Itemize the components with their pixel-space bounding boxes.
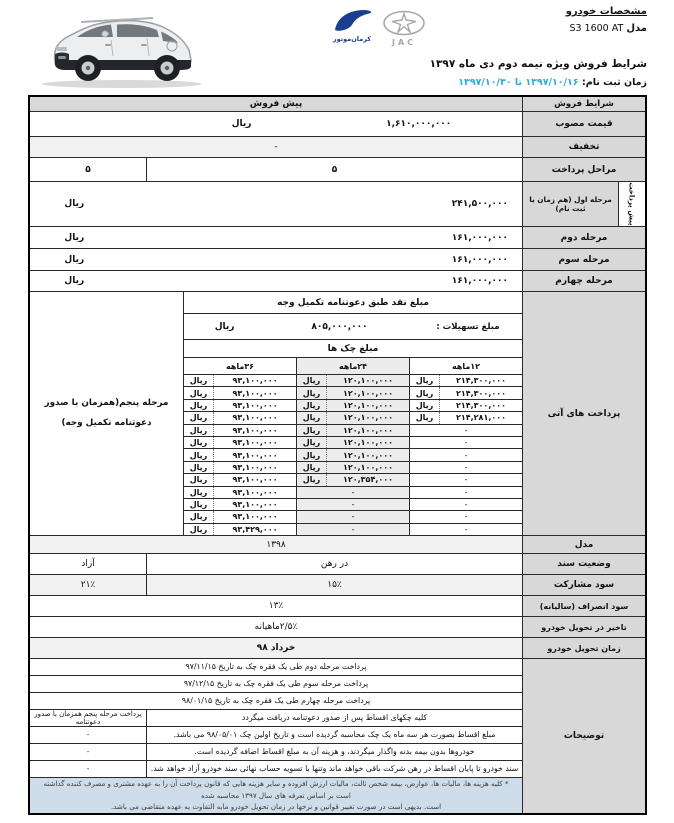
note-row xyxy=(30,692,522,709)
stage3-label: مرحله سوم xyxy=(523,249,645,270)
check-cell-m12: - xyxy=(464,512,468,522)
row-delivery-time xyxy=(30,637,645,658)
notes-rows xyxy=(30,659,522,777)
check-cell-m12 xyxy=(410,387,522,398)
cancellation-profit-value: ۱۳٪ xyxy=(30,596,523,616)
check-cell-m24 xyxy=(297,449,410,460)
kerman-wordmark: کرمان‌موتور xyxy=(332,35,372,43)
discount-label: تخفیف xyxy=(523,137,645,157)
stage-count-label: مراحل پرداخت xyxy=(523,158,645,181)
check-rial: ریال xyxy=(297,462,327,473)
stage3-rial: ریال xyxy=(64,254,85,265)
check-cell-m24: - xyxy=(297,511,410,522)
document-status-main: در رهن xyxy=(147,554,523,574)
facility-rial: ریال xyxy=(214,321,235,332)
check-cell-m12: - xyxy=(464,425,468,435)
check-row xyxy=(184,448,522,460)
check-cell-m36 xyxy=(184,425,297,436)
check-cell-m24: - xyxy=(297,524,410,535)
stage4-rial: ریال xyxy=(64,276,85,286)
row-cancellation-profit xyxy=(30,595,645,616)
model-value: S3 1600 AT xyxy=(569,23,624,34)
check-cell-m24 xyxy=(297,462,410,473)
check-rial: ریال xyxy=(184,499,214,510)
check-cell-m36 xyxy=(184,462,297,473)
check-row xyxy=(184,436,522,448)
check-amount: ۹۳,۱۰۰,۰۰۰ xyxy=(232,376,278,386)
check-amount: ۹۳,۴۲۹,۰۰۰ xyxy=(232,524,278,534)
check-cell-m24 xyxy=(297,375,410,386)
col-header-24month: ۲۴ماهه xyxy=(297,358,410,374)
check-cell-m36 xyxy=(184,511,297,522)
participation-profit-label: سود مشارکت xyxy=(523,575,645,595)
check-row xyxy=(184,523,522,535)
check-cell-m36 xyxy=(184,387,297,398)
stage1-label: مرحله اول (هم زمان با ثبت نام) xyxy=(523,182,619,226)
check-cell-m12 xyxy=(410,400,522,411)
row-price xyxy=(30,111,645,136)
stage-count-side: ۵ xyxy=(30,158,147,181)
check-cell-m24 xyxy=(297,474,410,485)
note-row xyxy=(30,659,522,675)
price-rial: ریال xyxy=(231,119,252,129)
check-cell-m12: - xyxy=(464,475,468,485)
model-line xyxy=(566,23,647,34)
check-row xyxy=(184,386,522,398)
checks-column-headers xyxy=(184,357,522,374)
kerman-fin-icon xyxy=(330,8,374,32)
check-cell-m36 xyxy=(184,437,297,448)
row-stage2 xyxy=(30,226,645,248)
register-dates: ۱۳۹۷/۱۰/۱۶ تا ۱۳۹۷/۱۰/۳۰ xyxy=(458,77,579,88)
check-amount: ۹۳,۱۰۰,۰۰۰ xyxy=(232,425,278,435)
cash-invitation-header: مبلغ نقد طبق دعوتنامه تکمیل وجه xyxy=(277,297,429,308)
check-cell-m36 xyxy=(184,474,297,485)
installments-table xyxy=(184,292,522,535)
note-side-text: - xyxy=(30,761,147,777)
check-row xyxy=(184,374,522,386)
check-rial: ریال xyxy=(297,400,327,411)
register-label: زمان ثبت نام: xyxy=(581,77,647,88)
check-amount: ۱۲۰,۱۰۰,۰۰۰ xyxy=(342,413,394,423)
check-amount: ۲۱۴,۳۰۰,۰۰۰ xyxy=(455,388,507,398)
row-document-status xyxy=(30,553,645,574)
kerman-motor-logo xyxy=(326,8,378,43)
check-cell-m36 xyxy=(184,499,297,510)
row-model-year xyxy=(30,535,645,553)
footnote-line1: * کلیه هزینه ها، مالیات ها، عوارض، بیمه شخص ثالث، مالیات ارزش افزوده و سایر هزینه هایی که قانون پرداخت آن را به عهده مشتری و مصرف کننده گذاشته است بر اساس تعرفه های سال ۱۳۹۷ محاسبه شده xyxy=(43,778,509,800)
delivery-delay-label: تاخیر در تحویل خودرو xyxy=(523,617,645,637)
check-rial: ریال xyxy=(184,425,214,436)
check-amount: ۱۲۰,۱۰۰,۰۰۰ xyxy=(342,425,394,435)
note-side-text: - xyxy=(30,744,147,760)
check-cell-m12 xyxy=(410,375,522,386)
discount-value: - xyxy=(30,137,523,157)
check-cell-m12: - xyxy=(464,438,468,448)
check-amount: ۹۳,۱۰۰,۰۰۰ xyxy=(232,413,278,423)
car-photo xyxy=(25,0,220,92)
check-rial: ریال xyxy=(297,437,327,448)
check-amount: ۹۳,۱۰۰,۰۰۰ xyxy=(232,512,278,522)
check-rial: ریال xyxy=(297,474,327,485)
stage3-content xyxy=(30,249,523,270)
check-cell-m24 xyxy=(297,387,410,398)
footnote-line2: است. بدیهی است در صورت تغییر قوانین و نرخها در زمان تحویل خودرو مابه التفاوت به عهده متقاضی می باشد. xyxy=(110,802,442,812)
note-text: سند خودرو تا پایان اقساط در رهن شرکت باقی خواهد ماند وتنها با تسویه حساب نهائی سند خودرو آزاد خواهد شد. xyxy=(150,764,519,774)
check-cell-m12: - xyxy=(464,450,468,460)
check-amount: ۹۳,۱۰۰,۰۰۰ xyxy=(232,475,278,485)
delivery-time-label: زمان تحویل خودرو xyxy=(523,638,645,658)
check-rial: ریال xyxy=(297,449,327,460)
check-cell-m12: - xyxy=(464,487,468,497)
future-payments-content xyxy=(30,292,523,535)
checks-body xyxy=(184,374,522,535)
stage1-content xyxy=(30,182,523,226)
check-amount: ۲۱۴,۲۸۱,۰۰۰ xyxy=(455,413,507,423)
registration-period xyxy=(458,77,647,88)
prepayment-vertical-label: پیش پرداخت xyxy=(619,182,645,226)
stage2-value: ۱۶۱,۰۰۰,۰۰۰ xyxy=(451,232,508,243)
delivery-time-value: خرداد ۹۸ xyxy=(30,638,523,658)
check-amount: ۹۳,۱۰۰,۰۰۰ xyxy=(232,388,278,398)
row-future-payments xyxy=(30,291,645,535)
check-amount: ۹۳,۱۰۰,۰۰۰ xyxy=(232,500,278,510)
check-amount: ۱۲۰,۱۰۰,۰۰۰ xyxy=(342,376,394,386)
check-cell-m36 xyxy=(184,375,297,386)
row-stage1 xyxy=(30,181,645,226)
check-cell-m36 xyxy=(184,487,297,498)
check-cell-m24 xyxy=(297,412,410,423)
stage1-value: ۲۴۱,۵۰۰,۰۰۰ xyxy=(451,199,508,209)
facility-label: مبلغ تسهیلات : xyxy=(436,321,500,332)
check-cell-m12: - xyxy=(464,524,468,534)
check-rial: ریال xyxy=(410,412,440,423)
sales-conditions-table xyxy=(28,95,647,815)
check-amount: ۹۳,۱۰۰,۰۰۰ xyxy=(232,462,278,472)
stage2-label: مرحله دوم xyxy=(523,227,645,248)
stage1-rial: ریال xyxy=(64,199,85,209)
price-spacer xyxy=(30,112,168,136)
check-rial: ریال xyxy=(410,400,440,411)
check-rial: ریال xyxy=(184,487,214,498)
note-text: کلیه چکهای اقساط پس از صدور دعوتنامه دریافت میگردد xyxy=(241,713,428,723)
stage4-label: مرحله چهارم xyxy=(523,271,645,291)
check-rial: ریال xyxy=(184,474,214,485)
note-row xyxy=(30,760,522,777)
delivery-delay-value: ۲/۵٪ماهیانه xyxy=(30,617,523,637)
check-rial: ریال xyxy=(297,412,327,423)
check-cell-m24 xyxy=(297,400,410,411)
note-row xyxy=(30,743,522,760)
car-illustration xyxy=(25,0,220,92)
note-side-text: - xyxy=(30,727,147,743)
sale-conditions-title: شرایط فروش ویژه نیمه دوم دی ماه ۱۳۹۷ xyxy=(429,58,647,70)
check-cell-m36 xyxy=(184,524,297,535)
stage5-label: مرحله پنجم(همزمان با صدور دعوتنامه تکمیل وجه) xyxy=(30,292,184,535)
check-cell-m12: - xyxy=(464,500,468,510)
specs-title: مشخصات خودرو xyxy=(565,6,647,17)
check-rial: ریال xyxy=(184,400,214,411)
check-rial: ریال xyxy=(184,511,214,522)
col-header-12month: ۱۲ماهه xyxy=(451,361,481,371)
check-cell-m24 xyxy=(297,437,410,448)
jac-logo xyxy=(380,10,428,47)
notes-body xyxy=(30,659,523,813)
check-rial: ریال xyxy=(297,425,327,436)
stage4-value: ۱۶۱,۰۰۰,۰۰۰ xyxy=(451,276,508,286)
facility-value: ۸۰۵,۰۰۰,۰۰۰ xyxy=(311,321,368,332)
check-rial: ریال xyxy=(184,412,214,423)
row-stage3 xyxy=(30,248,645,270)
check-cell-m24 xyxy=(297,425,410,436)
row-participation-profit xyxy=(30,574,645,595)
check-row xyxy=(184,411,522,423)
check-amount: ۹۳,۱۰۰,۰۰۰ xyxy=(232,438,278,448)
note-text: مبلغ اقساط بصورت هر سه ماه یک چک محاسبه گردیده است و تاریخ اولین چک ۹۸/۰۵/۰۱ می باشد. xyxy=(173,730,496,740)
check-cell-m36 xyxy=(184,400,297,411)
row-delivery-delay xyxy=(30,616,645,637)
model-year-label: مدل xyxy=(523,536,645,553)
check-rial: ریال xyxy=(184,449,214,460)
facility-row xyxy=(184,313,522,339)
row-notes xyxy=(30,658,645,813)
check-cell-m36 xyxy=(184,412,297,423)
row-discount xyxy=(30,136,645,157)
check-row xyxy=(184,424,522,436)
model-year-value: ۱۳۹۸ xyxy=(30,536,523,553)
check-rial: ریال xyxy=(184,375,214,386)
price-label: قیمت مصوب xyxy=(523,112,645,136)
note-text: پرداخت مرحله سوم طی یک فقره چک به تاریخ ۹۷/۱۲/۱۵ xyxy=(183,679,369,689)
check-rial: ریال xyxy=(297,387,327,398)
check-amount: ۹۳,۱۰۰,۰۰۰ xyxy=(232,487,278,497)
check-row xyxy=(184,486,522,498)
jac-emblem-icon xyxy=(382,10,426,36)
check-cell-m12 xyxy=(410,412,522,423)
check-amount: ۱۲۰,۱۰۰,۰۰۰ xyxy=(342,400,394,410)
check-row xyxy=(184,399,522,411)
check-amount: ۱۲۰,۱۰۰,۰۰۰ xyxy=(342,450,394,460)
check-amount: ۱۲۰,۳۵۴,۰۰۰ xyxy=(342,475,394,485)
check-cell-m24: - xyxy=(297,487,410,498)
document-status-side: آزاد xyxy=(30,554,147,574)
row-stage4 xyxy=(30,270,645,291)
sale-type-value: پیش فروش xyxy=(30,97,523,111)
jac-wordmark: JAC xyxy=(391,38,417,47)
check-cell-m24: - xyxy=(297,499,410,510)
participation-profit-main: ۱۵٪ xyxy=(147,575,523,595)
price-content xyxy=(30,112,523,136)
model-label: مدل xyxy=(626,23,647,34)
col-header-36month: ۳۶ماهه xyxy=(184,358,297,374)
stage4-content xyxy=(30,271,523,291)
check-amount: ۲۱۴,۳۰۰,۰۰۰ xyxy=(455,376,507,386)
notes-label: توضیحات xyxy=(523,659,645,813)
check-row xyxy=(184,473,522,485)
check-rial: ریال xyxy=(184,437,214,448)
row-stage-count xyxy=(30,157,645,181)
note-text: پرداخت مرحله دوم طی یک فقره چک به تاریخ ۹۷/۱۱/۱۵ xyxy=(185,662,367,672)
check-rial: ریال xyxy=(184,387,214,398)
note-row xyxy=(30,726,522,743)
document-status-label: وضعیت سند xyxy=(523,554,645,574)
stage2-rial: ریال xyxy=(64,232,85,243)
note-text: پرداخت مرحله چهارم طی یک فقره چک به تاریخ ۹۸/۰۱/۱۵ xyxy=(181,696,371,706)
check-rial: ریال xyxy=(410,375,440,386)
check-amount: ۱۲۰,۱۰۰,۰۰۰ xyxy=(342,388,394,398)
check-cell-m12: - xyxy=(464,462,468,472)
check-row xyxy=(184,510,522,522)
check-cell-m36 xyxy=(184,449,297,460)
row-sale-type xyxy=(30,97,645,111)
check-rial: ریال xyxy=(184,462,214,473)
footnote xyxy=(30,777,522,813)
check-rial: ریال xyxy=(297,375,327,386)
check-amount: ۹۳,۱۰۰,۰۰۰ xyxy=(232,400,278,410)
stage2-content xyxy=(30,227,523,248)
check-amount: ۱۲۰,۱۰۰,۰۰۰ xyxy=(342,438,394,448)
vehicle-specs-block xyxy=(566,6,647,34)
check-amount: ۱۲۰,۱۰۰,۰۰۰ xyxy=(342,462,394,472)
note-row xyxy=(30,675,522,692)
participation-profit-side: ۲۱٪ xyxy=(30,575,147,595)
check-amount: ۹۳,۱۰۰,۰۰۰ xyxy=(232,450,278,460)
price-value: ۱,۶۱۰,۰۰۰,۰۰۰ xyxy=(386,119,452,129)
note-side-text: پرداخت مرحله پنجم همزمان با صدور دعوتنامه xyxy=(30,710,147,726)
note-row xyxy=(30,709,522,726)
check-rial: ریال xyxy=(410,387,440,398)
check-row xyxy=(184,461,522,473)
check-rial: ریال xyxy=(184,524,214,535)
stage3-value: ۱۶۱,۰۰۰,۰۰۰ xyxy=(451,254,508,265)
cancellation-profit-label: سود انصراف (سالیانه) xyxy=(523,596,645,616)
sale-type-label: شرایط فروش xyxy=(523,97,645,111)
check-row xyxy=(184,498,522,510)
check-amount: ۲۱۴,۳۰۰,۰۰۰ xyxy=(455,400,507,410)
note-text: خودروها بدون بیمه بدنه واگذار میگردند، و هزینه آن به مبلغ اقساط اضافه گردیده است. xyxy=(194,747,475,757)
future-payments-label: پرداخت های آتی xyxy=(523,292,645,535)
stage-count-main: ۵ xyxy=(147,158,523,181)
checks-header: مبلغ چک ها xyxy=(184,339,522,357)
